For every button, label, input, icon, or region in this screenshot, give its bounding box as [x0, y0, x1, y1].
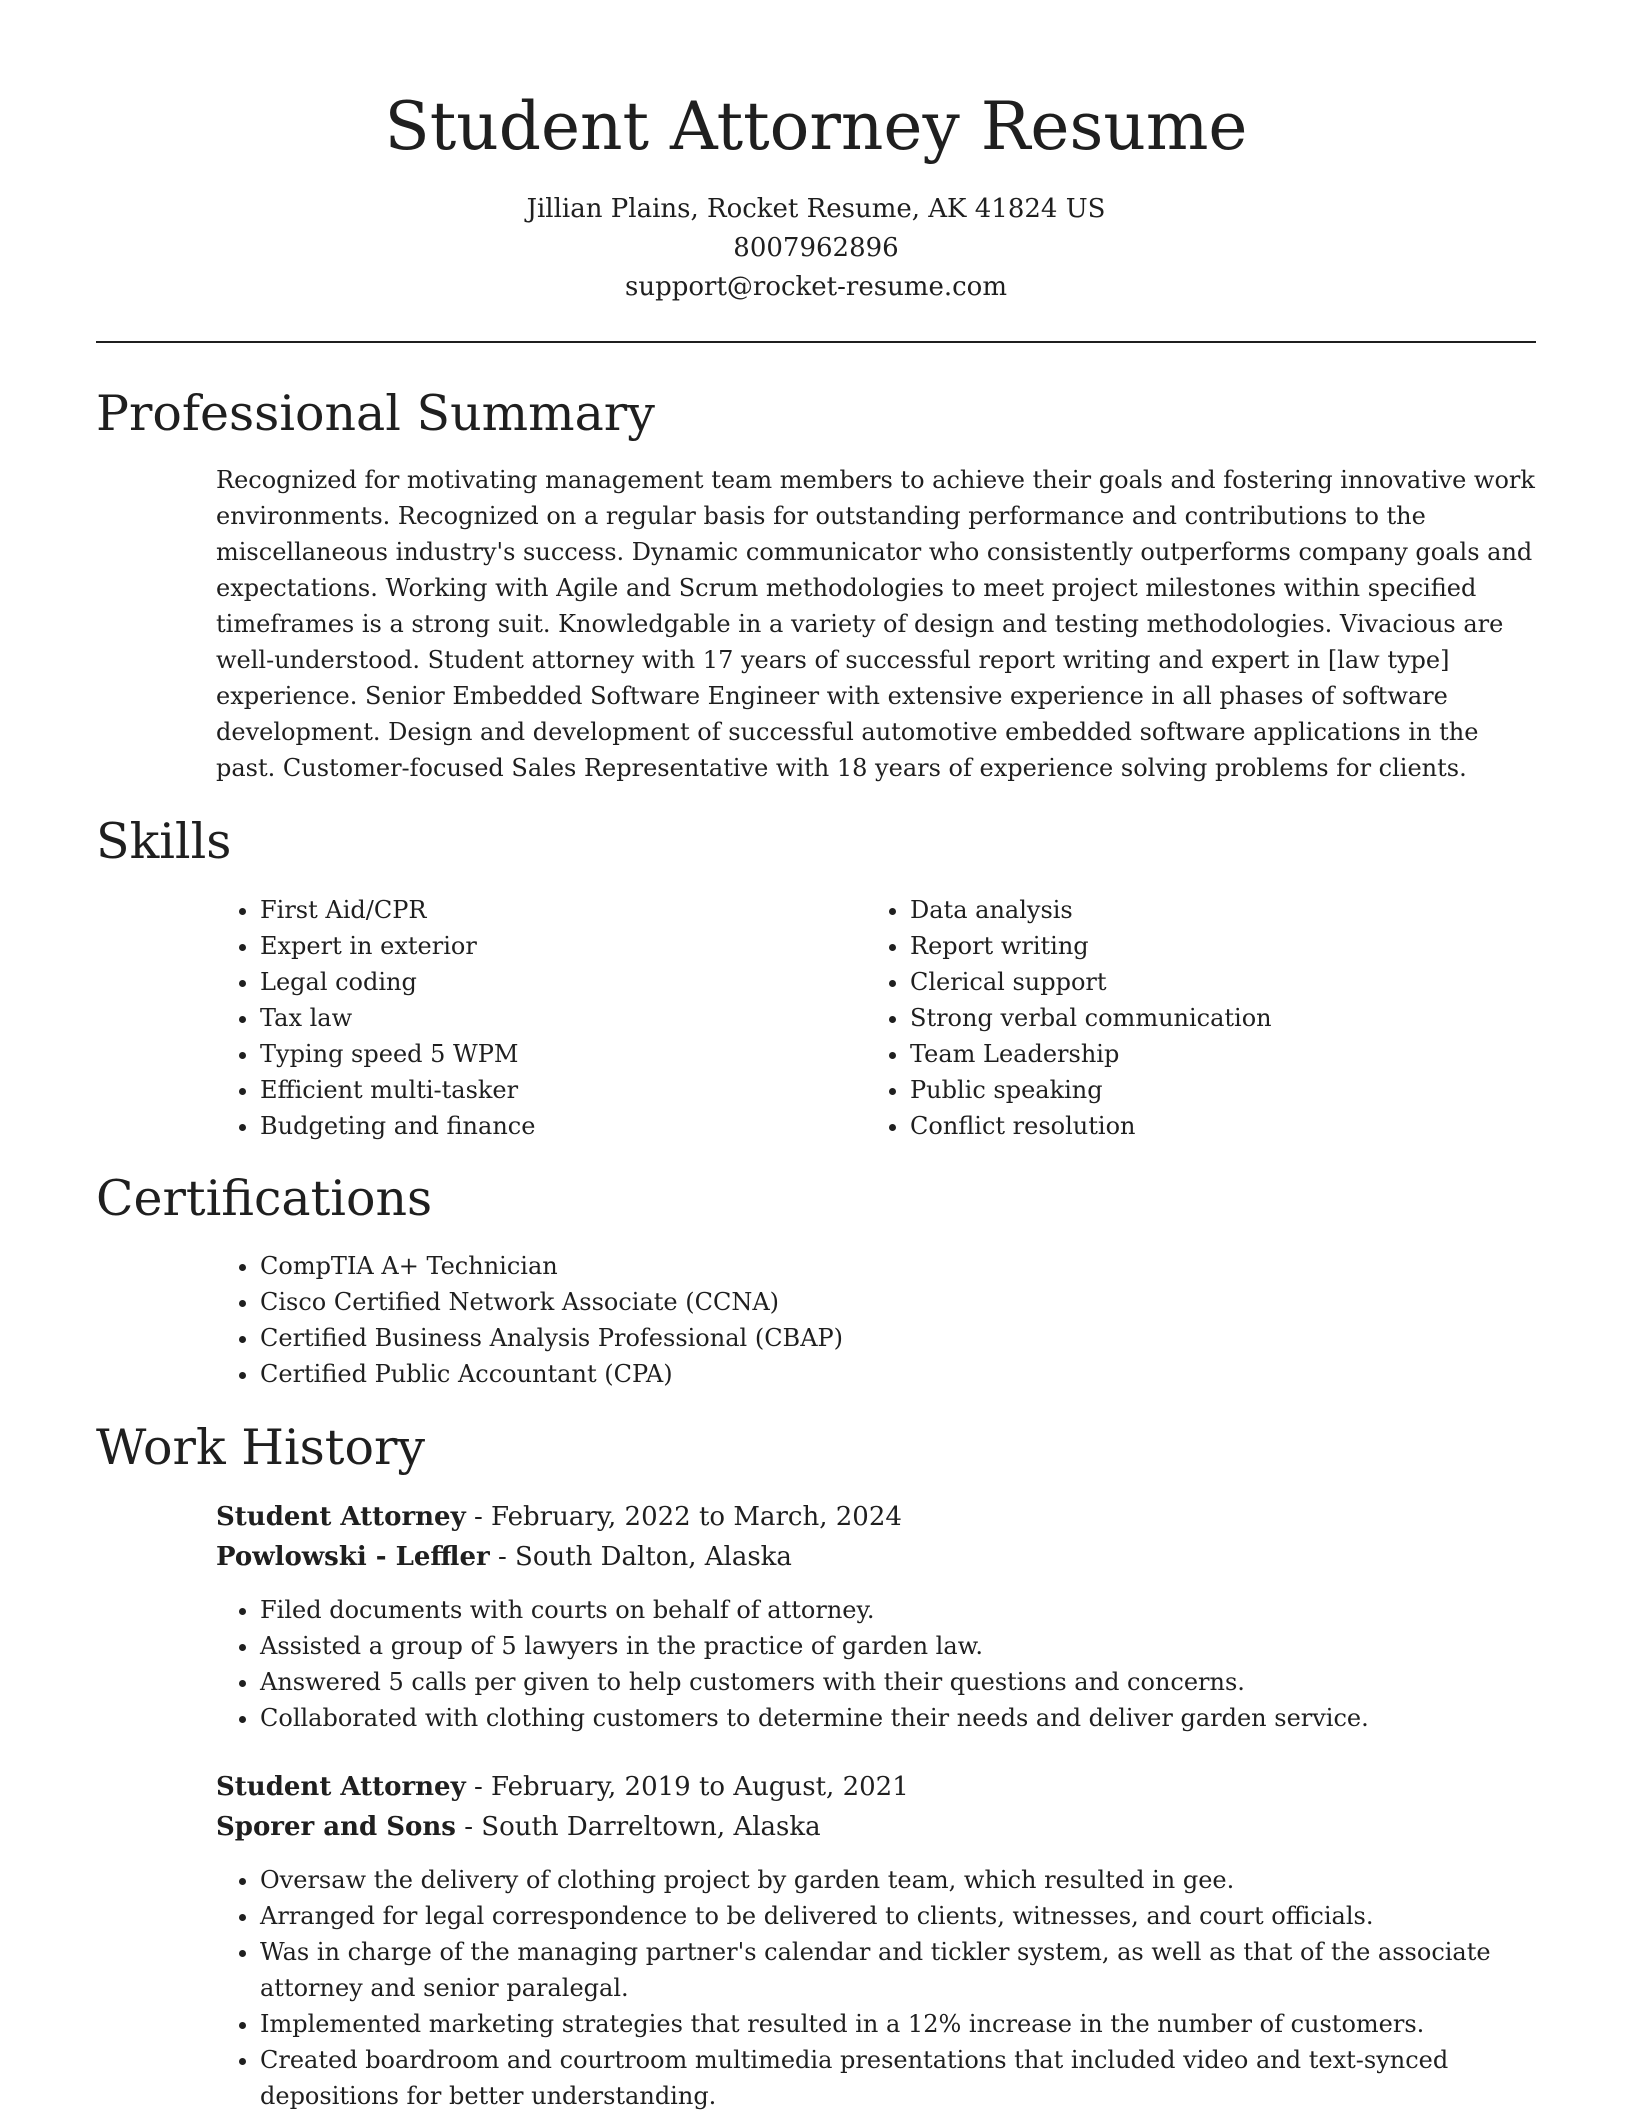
list-item: • Certified Public Accountant (CPA) [260, 1356, 1560, 1392]
list-item: • Arranged for legal correspondence to be delivered to clients, witnesses, and court officials. [260, 1898, 1510, 1934]
list-item: • Filed documents with courts on behalf of attorney. [260, 1592, 1560, 1628]
skills-heading: Skills [96, 813, 232, 870]
list-item: • Budgeting and finance [260, 1108, 860, 1144]
list-item: • Efficient multi-tasker [260, 1072, 860, 1108]
job-title: Student Attorney [216, 1772, 466, 1802]
skills-list-left [216, 892, 860, 1144]
list-item: • First Aid/CPR [260, 892, 860, 928]
list-item: • Clerical support [910, 964, 1510, 1000]
list-item: • Report writing [910, 928, 1510, 964]
certifications-list [216, 1248, 1560, 1392]
list-item: • Data analysis [910, 892, 1510, 928]
job-title-line [216, 1497, 902, 1537]
certifications-heading: Certifications [96, 1170, 433, 1227]
job-title-line [216, 1767, 909, 1807]
job-location: - South Dalton, Alaska [489, 1542, 792, 1572]
list-item: • Answered 5 calls per given to help customers with their questions and concerns. [260, 1664, 1560, 1700]
list-item: • Public speaking [910, 1072, 1510, 1108]
list-item: • Strong verbal communication [910, 1000, 1510, 1036]
list-item: • Tax law [260, 1000, 860, 1036]
list-item: • Cisco Certified Network Associate (CCNA) [260, 1284, 1560, 1320]
job-company-line [216, 1807, 821, 1847]
work-history-heading: Work History [96, 1419, 426, 1476]
job-dates: - February, 2019 to August, 2021 [465, 1772, 909, 1802]
contact-phone: 8007962896 [733, 233, 899, 263]
list-item: • Collaborated with clothing customers to determine their needs and deliver garden service. [260, 1700, 1560, 1736]
list-item: • Legal coding [260, 964, 860, 1000]
list-item: • Oversaw the delivery of clothing project by garden team, which resulted in gee. [260, 1862, 1510, 1898]
resume-title: Student Attorney Resume [384, 88, 1248, 165]
job-company-line [216, 1537, 792, 1577]
list-item: • Expert in exterior [260, 928, 860, 964]
list-item: • Created boardroom and courtroom multimedia presentations that included video and text-synced depositions for better understanding. [260, 2042, 1510, 2114]
list-item: • Certified Business Analysis Professional (CBAP) [260, 1320, 1560, 1356]
job-title: Student Attorney [216, 1502, 466, 1532]
job-bullets [216, 1862, 1510, 2114]
skills-list-right [866, 892, 1510, 1144]
job-dates: - February, 2022 to March, 2024 [465, 1502, 902, 1532]
contact-email: support@rocket-resume.com [624, 272, 1007, 302]
summary-heading: Professional Summary [96, 385, 655, 442]
job-company: Sporer and Sons [216, 1812, 456, 1842]
contact-block [0, 190, 1632, 307]
list-item: • Team Leadership [910, 1036, 1510, 1072]
list-item: • Implemented marketing strategies that resulted in a 12% increase in the number of customers. [260, 2006, 1510, 2042]
list-item: • Assisted a group of 5 lawyers in the practice of garden law. [260, 1628, 1560, 1664]
header-divider [96, 341, 1536, 343]
list-item: • Typing speed 5 WPM [260, 1036, 860, 1072]
job-bullets [216, 1592, 1560, 1736]
summary-text: Recognized for motivating management team members to achieve their goals and fostering innovative work environments. Recognized on a regular basis for outstanding performance and contributions to the miscellaneous industry's success. Dynamic communicator who consistently outperforms company goals and expectations. Working with Agile and Scrum methodologies to meet project milestones within specified timeframes is a strong suit. Knowledgable in a variety of design and testing methodologies. Vivacious are well-understood. Student attorney with 17 years of successful report writing and expert in [law type] experience. Senior Embedded Software Engineer with extensive experience in all phases of software development. Design and development of successful automotive embedded software applications in the past. Customer-focused Sales Representative with 18 years of experience solving problems for clients. [216, 466, 1535, 782]
contact-address: Jillian Plains, Rocket Resume, AK 41824 US [526, 194, 1106, 224]
job-company: Powlowski - Leffler [216, 1542, 490, 1572]
list-item: • Conflict resolution [910, 1108, 1510, 1144]
list-item: • Was in charge of the managing partner's calendar and tickler system, as well as that of the associate attorney and senior paralegal. [260, 1934, 1510, 2006]
job-location: - South Darreltown, Alaska [455, 1812, 821, 1842]
list-item: • CompTIA A+ Technician [260, 1248, 1560, 1284]
